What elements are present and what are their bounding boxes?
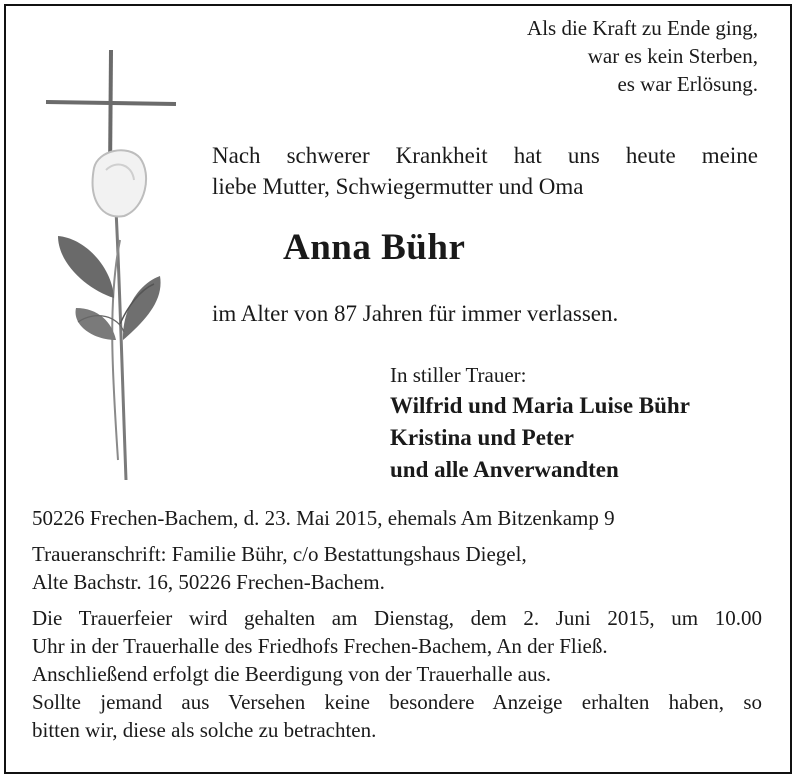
- address-line: Traueranschrift: Familie Bühr, c/o Bestattungshaus Diegel,: [32, 542, 527, 566]
- intro-line: Nach schwerer Krankheit hat uns heute meine: [212, 143, 758, 168]
- address-line: Alte Bachstr. 16, 50226 Frechen-Bachem.: [32, 570, 385, 594]
- intro-text: [212, 140, 758, 202]
- quote-line: Als die Kraft zu Ende ging,: [527, 16, 758, 40]
- footer-block: [32, 504, 762, 744]
- ceremony-line: Anschließend erfolgt die Beerdigung von der Trauerhalle aus.: [32, 662, 552, 686]
- mourner-line: Wilfrid und Maria Luise Bühr: [390, 393, 690, 418]
- intro-line: liebe Mutter, Schwiegermutter und Oma: [212, 174, 584, 199]
- cross-rose-illustration: [28, 40, 198, 500]
- ceremony-line: Die Trauerfeier wird gehalten am Dienstag, dem 2. Juni 2015, um 10.00: [32, 606, 762, 630]
- quote-line: es war Erlösung.: [617, 72, 758, 96]
- quote-line: war es kein Sterben,: [587, 44, 758, 68]
- mourner-line: Kristina und Peter: [390, 425, 574, 450]
- ceremony-line: Sollte jemand aus Versehen keine besondere Anzeige erhalten haben, so: [32, 690, 762, 714]
- mourners-heading: In stiller Trauer:: [390, 363, 527, 387]
- age-line: im Alter von 87 Jahren für immer verlassen.: [212, 301, 619, 326]
- deceased-name: Anna Bühr: [283, 227, 466, 268]
- ceremony-line: Uhr in der Trauerhalle des Friedhofs Frechen-Bachem, An der Fließ.: [32, 634, 608, 658]
- quote-block: [527, 14, 758, 98]
- mourner-line: und alle Anverwandten: [390, 457, 619, 482]
- rose-illustration: [58, 150, 161, 480]
- place-date: 50226 Frechen-Bachem, d. 23. Mai 2015, ehemals Am Bitzenkamp 9: [32, 506, 615, 530]
- mourners-block: [390, 361, 690, 486]
- ceremony-line: bitten wir, diese als solche zu betrachten.: [32, 718, 377, 742]
